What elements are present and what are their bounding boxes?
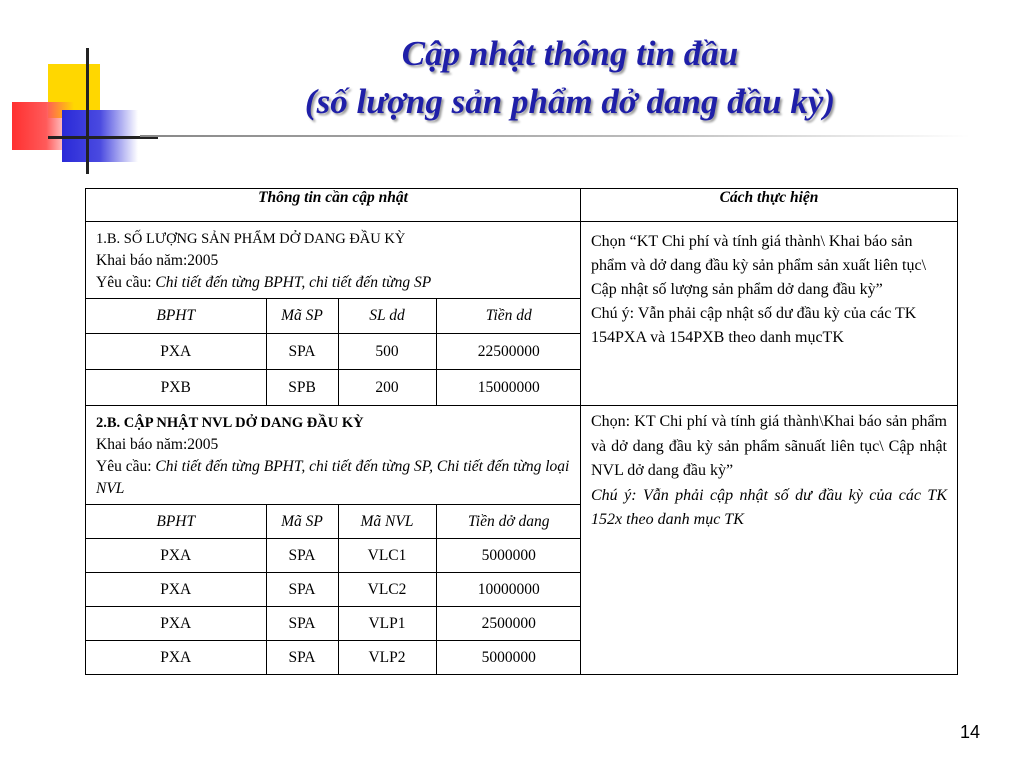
cell: 15000000 xyxy=(436,370,581,406)
col-ma-nvl: Mã NVL xyxy=(338,505,436,539)
header-info: Thông tin cần cập nhật xyxy=(86,189,581,222)
decorative-logo xyxy=(0,40,150,180)
cell: 2500000 xyxy=(436,607,581,641)
table-row xyxy=(86,641,581,675)
cell: VLP1 xyxy=(338,607,436,641)
cell: VLP2 xyxy=(338,641,436,675)
section-1-heading: 1.B. SỐ LƯỢNG SẢN PHẨM DỞ DANG ĐẦU KỲ xyxy=(96,231,406,247)
section-2-subtable xyxy=(86,504,581,674)
section-1-subtable xyxy=(86,298,581,405)
cell: SPA xyxy=(266,573,338,607)
page-number: 14 xyxy=(960,722,981,742)
cell: 500 xyxy=(338,334,436,370)
section-2-note: Chú ý: Vẫn phải cập nhật số dư đầu kỳ của các TK 152x theo danh mục TK xyxy=(591,486,947,528)
table-row xyxy=(86,539,581,573)
cell: VLC1 xyxy=(338,539,436,573)
cell: SPB xyxy=(266,370,338,406)
section-2-method-text xyxy=(581,406,957,537)
cell: 10000000 xyxy=(436,573,581,607)
section-2-requirement xyxy=(96,456,570,500)
section-1-requirement xyxy=(96,272,570,294)
section-2-req-text: Chi tiết đến từng BPHT, chi tiết đến từng SP, Chi tiết đến từng loại NVL xyxy=(96,458,570,497)
section-1-subtable-header xyxy=(86,299,581,334)
section-2-method xyxy=(581,406,958,675)
section-2-year: Khai báo năm:2005 xyxy=(96,436,219,453)
cell: PXA xyxy=(86,607,266,641)
section-2-row xyxy=(86,406,958,675)
col-bpht: BPHT xyxy=(86,505,266,539)
title-line-1: Cập nhật thông tin đầu xyxy=(401,34,739,73)
section-2-instruction: Chọn: KT Chi phí và tính giá thành\Khai báo sản phẩm và dở dang đầu kỳ sản phẩm sãnuất liên tục\ Cập nhật NVL dở dang đầu kỳ” xyxy=(591,413,947,479)
slide-title xyxy=(200,30,940,126)
table-row xyxy=(86,607,581,641)
section-2-subtable-header xyxy=(86,505,581,539)
section-1-method xyxy=(581,222,958,406)
header-method: Cách thực hiện xyxy=(581,189,958,222)
cell: VLC2 xyxy=(338,573,436,607)
table-row xyxy=(86,370,581,406)
cell: PXA xyxy=(86,539,266,573)
title-divider xyxy=(140,135,970,137)
col-tien-do-dang: Tiền dở dang xyxy=(436,505,581,539)
col-ma-sp: Mã SP xyxy=(266,505,338,539)
cell: PXB xyxy=(86,370,266,406)
section-2-heading: 2.B. CẬP NHẬT NVL DỞ DANG ĐẦU KỲ xyxy=(96,415,364,431)
table-row xyxy=(86,334,581,370)
section-2-req-label: Yêu cầu: xyxy=(96,458,156,475)
cell: PXA xyxy=(86,641,266,675)
cell: SPA xyxy=(266,641,338,675)
cell: PXA xyxy=(86,334,266,370)
cell: SPA xyxy=(266,607,338,641)
col-ma-sp: Mã SP xyxy=(266,299,338,334)
col-bpht: BPHT xyxy=(86,299,266,334)
section-1-note: Chú ý: Vẫn phải cập nhật số dư đầu kỳ của các TK 154PXA và 154PXB theo danh mụcTK xyxy=(591,305,917,346)
section-1-req-label: Yêu cầu: xyxy=(96,274,156,291)
section-1-desc xyxy=(86,222,580,298)
cell: 5000000 xyxy=(436,641,581,675)
col-tien-dd: Tiền dd xyxy=(436,299,581,334)
section-1-method-text xyxy=(581,222,957,358)
table-row xyxy=(86,573,581,607)
cell: 5000000 xyxy=(436,539,581,573)
logo-vertical-line xyxy=(86,48,89,174)
title-line-2: (số lượng sản phẩm dở dang đầu kỳ) xyxy=(304,82,836,121)
cell: PXA xyxy=(86,573,266,607)
cell: SPA xyxy=(266,334,338,370)
cell: 22500000 xyxy=(436,334,581,370)
col-sl-dd: SL dd xyxy=(338,299,436,334)
section-1-req-text: Chi tiết đến từng BPHT, chi tiết đến từng SP xyxy=(155,274,432,291)
section-1-year: Khai báo năm:2005 xyxy=(96,252,219,269)
section-1-info xyxy=(86,222,581,406)
cell: 200 xyxy=(338,370,436,406)
section-2-desc xyxy=(86,406,580,504)
cell: SPA xyxy=(266,539,338,573)
update-info-table xyxy=(85,188,958,675)
section-1-row xyxy=(86,222,958,406)
section-1-instruction: Chọn “KT Chi phí và tính giá thành\ Khai báo sản phẩm và dở dang đầu kỳ sản phẩm sản xuất liên tục\ Cập nhật số lượng sản phẩm dở dang đầu kỳ” xyxy=(591,233,927,298)
section-2-info xyxy=(86,406,581,675)
